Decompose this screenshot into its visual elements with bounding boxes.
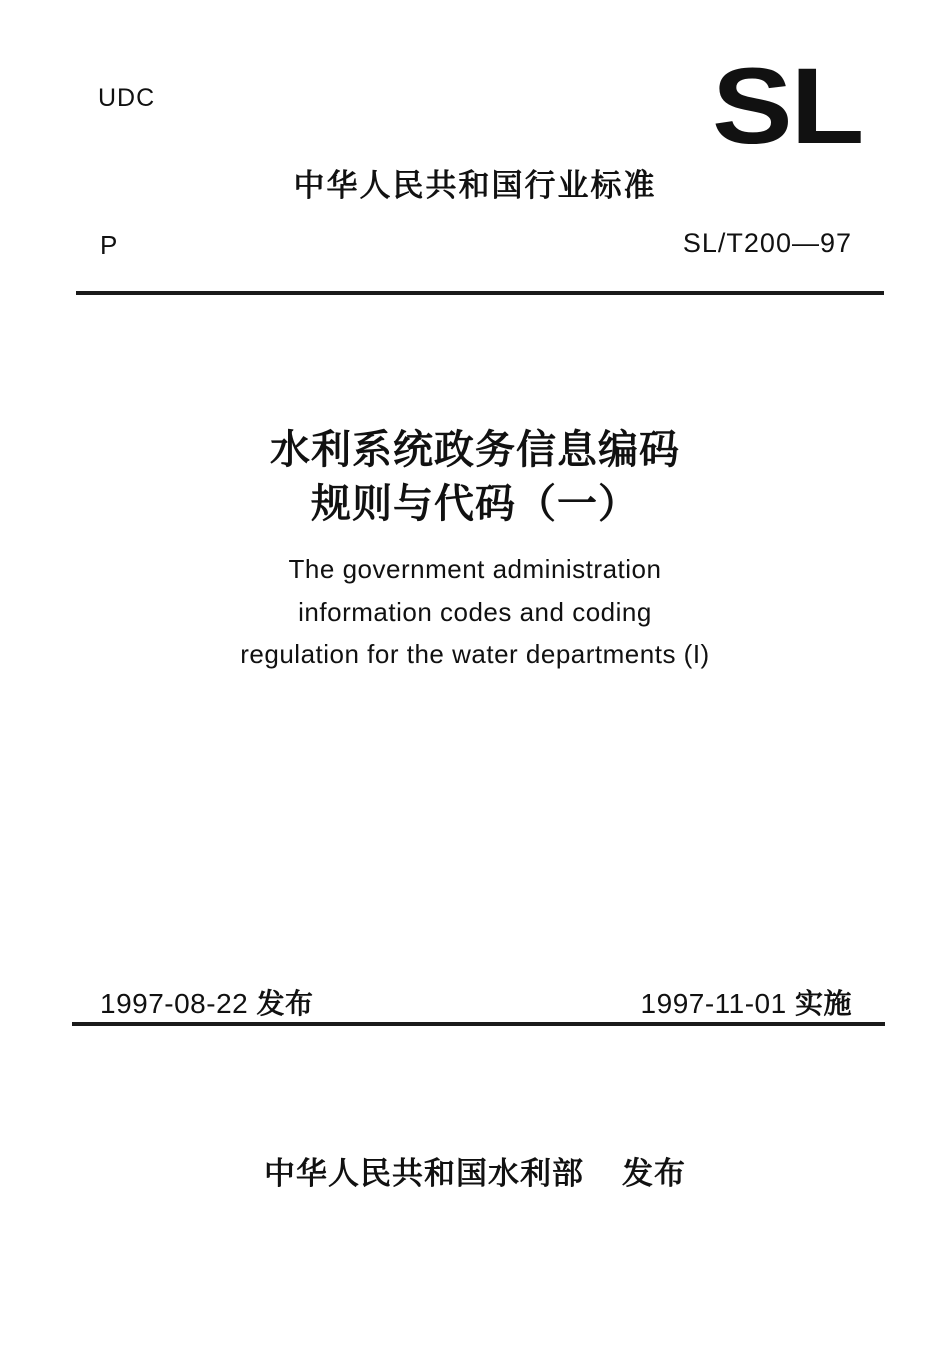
issuer-issue-label: 发布 (622, 1156, 686, 1192)
issue-label: 发布 (256, 987, 314, 1020)
bottom-divider (72, 1022, 885, 1026)
issue-date-block (100, 982, 314, 1022)
chinese-title-line-2: 规则与代码（一） (311, 481, 639, 527)
sl-logo: SL (712, 45, 863, 166)
udc-label: UDC (98, 84, 156, 112)
implement-label: 实施 (794, 987, 852, 1020)
issuer-name: 中华人民共和国水利部 (264, 1156, 584, 1192)
issue-date: 1997-08-22 (100, 988, 249, 1019)
industry-standard-heading: 中华人民共和国行业标准 (293, 168, 657, 204)
implement-date: 1997-11-01 (640, 988, 787, 1019)
classification-code: P (100, 230, 118, 260)
english-title-line-1: The government administration (288, 554, 662, 584)
top-divider (76, 291, 884, 295)
english-title-line-3: regulation for the water departments (I) (240, 639, 710, 669)
standard-number: SL/T200—97 (682, 228, 852, 258)
english-title-line-2: information codes and coding (298, 597, 652, 627)
implement-date-block (641, 982, 852, 1022)
chinese-title-line-1: 水利系统政务信息编码 (270, 427, 680, 473)
issuer-line (0, 1148, 950, 1193)
